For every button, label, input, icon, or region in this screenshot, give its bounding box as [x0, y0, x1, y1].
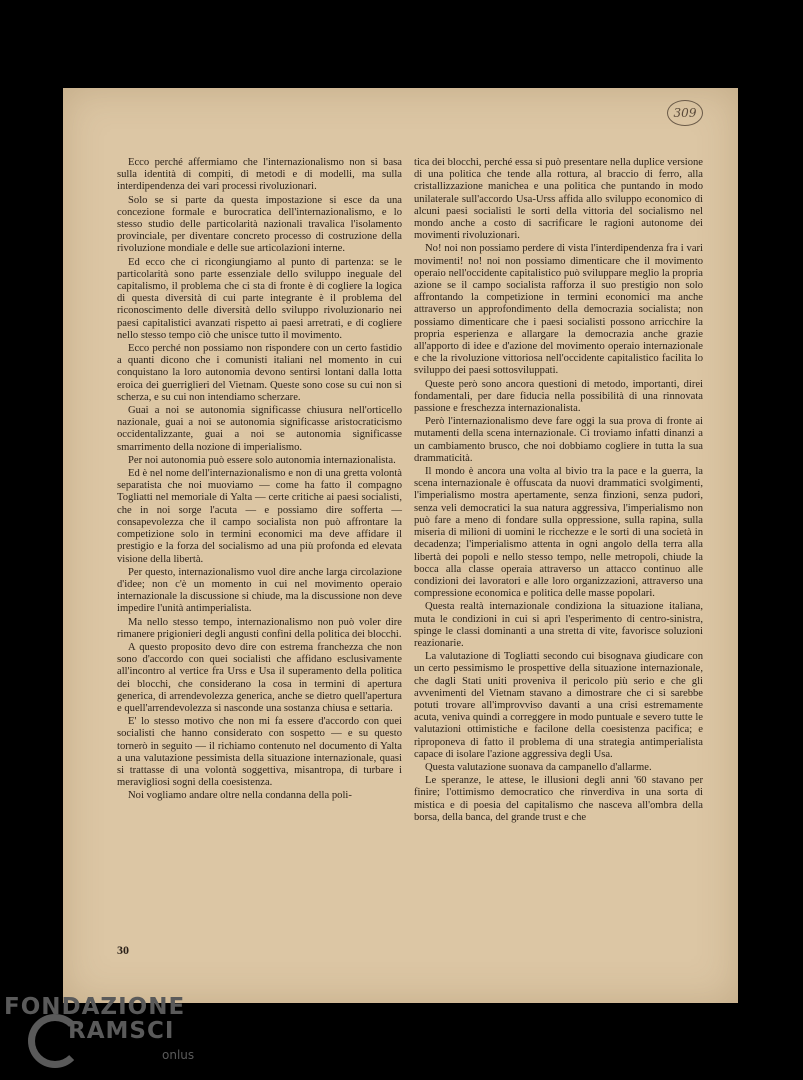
paragraph: Solo se si parte da questa impostazione si esce da una concezione formale e burocratica dell'internazionalismo, e lo stesso studio delle particolarità nazionali travalica l'isolamento provinciale, per diventare concreto processo di costruzione della rivoluzione mondiale e delle sue articolazioni interne.	[117, 194, 402, 255]
paragraph: A questo proposito devo dire con estrema franchezza che non sono d'accordo con quei socialisti che affidano esclusivamente all'incontro al vertice fra Urss e Usa il superamento della politica dei blocchi, che considerano la cosa in termini di apertura generica, di arrendevolezza generica, anche se dietro quell'apertura e quell'arrendevolezza si nasconde una sostanza chiusa e settaria.	[117, 641, 402, 714]
paragraph: Queste però sono ancora questioni di metodo, importanti, direi fondamentali, per dare fiducia nella possibilità di una rinnovata passione e freschezza internazionalista.	[414, 378, 703, 415]
paragraph: Le speranze, le attese, le illusioni degli anni '60 stavano per finire; l'ottimismo democratico che rinverdiva in una sorta di mistica e di poesia del capitalismo che nasceva all'ombra della borsa, della banca, del grande trust e che	[414, 775, 703, 823]
paragraph: La valutazione di Togliatti secondo cui bisognava giudicare con un certo pessimismo le prospettive della situazione internazionale, che dagli Stati uniti proveniva il pericolo più serio e che gli avvenimenti del Vietnam stavano a dimostrare che ci si sarebbe potuti trovare all'improvviso davanti a una crisi estremamente acuta, veniva quindi a correggere in modo puntuale e severo tutte le valutazioni ottimistiche e facilone della coesistenza pacifica; e riproponeva di fatto il problema di una strategia antimperialista capace di isolare l'azione aggressiva degli Usa.	[414, 651, 703, 760]
fondazione-gramsci-logo	[0, 990, 220, 1075]
paragraph: Questa valutazione suonava da campanello d'allarme.	[425, 761, 652, 773]
paragraph: tica dei blocchi, perché essa si può presentare nella duplice versione di una politica che tende alla rottura, al braccio di ferro, alla cristallizzazione manichea e una politica che puntando in modo unilaterale sull'accordo Usa-Urss affida allo sviluppo economico di alcuni paesi socialisti le sorti della vittoria del socialismo nel mondo anche a costo di sacrificare le ragioni autonome dei movimenti rivoluzionari.	[414, 157, 703, 242]
logo-text-fondazione: FONDAZIONE	[4, 994, 186, 1020]
paragraph: Ed è nel nome dell'internazionalismo e non di una gretta volontà separatista che noi muoviamo — come ha fatto il compagno Togliatti nel memoriale di Yalta — certe critiche ai paesi socialisti, che in noi sorge l'acuta — e possiamo dire sofferta — consapevolezza che il campo socialista non può affrontare la competizione solo in termini economici ma deve affidare il prestigio e la forza del socialismo ad una più profonda ed elevata visione della libertà.	[117, 468, 402, 565]
archive-number-stamp: 309	[667, 100, 703, 126]
paragraph: Ed ecco che ci ricongiungiamo al punto di partenza: se le particolarità sono parte essenziale dello sviluppo ineguale del capitalismo, il problema che ci sta di fronte è di cogliere la logica di questa diversità di cui parte integrante è il problema del riconoscimento delle diversità dello sviluppo rivoluzionario nei paesi capitalistici avanzati rispetto ai paesi arretrati, e di cogliere nello stesso tempo ciò che unisce tutto il movimento.	[117, 256, 402, 341]
right-column	[414, 157, 703, 825]
paragraph: Noi vogliamo andare oltre nella condanna della poli-	[128, 790, 352, 802]
paragraph: Il mondo è ancora una volta al bivio tra la pace e la guerra, la scena internazionale è offuscata da nuovi drammatici svolgimenti, l'imperialismo mostra apertamente, senza finzioni, senza pudori, senza veli democratici la sua natura aggressiva, l'imperialismo non può fare a meno di fondare sulla oppressione, sulla rapina, sulla miseria di milioni di uomini le ricchezze e le sorti di una società in decadenza; l'imperialismo attenta in ogni angolo della terra alla libertà dei popoli e nello stesso tempo, nelle metropoli, chiude la bocca alla classe operaia attraverso un attacco continuo alle condizioni dei lavoratori e alle loro organizzazioni, attraverso una compressione economica e politica delle masse popolari.	[414, 466, 703, 600]
left-column	[117, 157, 402, 804]
paragraph: Però l'internazionalismo deve fare oggi la sua prova di fronte ai mutamenti della scena internazionale. Ci troviamo infatti dinanzi a un cambiamento brusco, che noi dobbiamo cogliere in tutta la sua drammaticità.	[414, 416, 703, 464]
paragraph: Ecco perché non possiamo non rispondere con un certo fastidio a quanti dicono che i comunisti italiani nel momento in cui conquistano la loro autonomia devono sentirsi lontani dalla lotta eroica dei guerriglieri del Vietnam. Queste sono cose su cui non si scherza, e su cui non intendiamo scherzare.	[117, 343, 402, 403]
page-number: 30	[117, 943, 129, 957]
paragraph: E' lo stesso motivo che non mi fa essere d'accordo con quei socialisti che hanno considerato con sospetto — e su questo tornerò in seguito — il richiamo contenuto nel documento di Yalta a una valutazione pessimista della situazione internazionale, quasi si trattasse di una volontà soggettiva, misantropa, di turbare i meravigliosi sogni della coesistenza.	[117, 716, 402, 789]
paragraph: Per questo, internazionalismo vuol dire anche larga circolazione d'idee; non c'è un momento in cui nel movimento operaio internazionale la discussione si chiude, ma la discussione non deve impedire l'unità antimperialista.	[117, 566, 402, 615]
document-page	[63, 88, 738, 1003]
logo-text-onlus: onlus	[162, 1048, 195, 1062]
logo-text-gramsci: RAMSCI	[68, 1018, 175, 1044]
paragraph: Ma nello stesso tempo, internazionalismo non può voler dire rimanere prigionieri degli angusti confini della politica dei blocchi.	[117, 616, 402, 640]
paragraph: Per noi autonomia può essere solo autonomia internazionalista.	[128, 454, 396, 466]
paragraph: Ecco perché affermiamo che l'internazionalismo non si basa sulla identità di compiti, di metodi e di modelli, ma sulla interdipendenza dei vari processi rivoluzionari.	[117, 157, 402, 193]
paragraph: Guai a noi se autonomia significasse chiusura nell'orticello nazionale, guai a noi se autonomia significasse aristocraticismo occidentalizzante, guai a noi se autonomia significasse smarrimento della nozione di imperialismo.	[117, 405, 402, 453]
paragraph: Questa realtà internazionale condiziona la situazione italiana, muta le condizioni in cui si aprì l'esperimento di centro-sinistra, spinge le classi dominanti a una stretta di vite, favorisce soluzioni reazionarie.	[414, 601, 703, 649]
paragraph: No! noi non possiamo perdere di vista l'interdipendenza fra i vari movimenti! no! noi non possiamo dimenticare che il movimento operaio nell'occidente capitalistico può sviluppare meglio la propria azione se il campo socialista rafforza il suo prestigio non solo affrontando la competizione in termini economici ma anche attraverso un approfondimento della democrazia socialista; non possiamo dimenticare che i paesi socialisti possono arricchire la propria esperienza e allargare la democrazia anche grazie all'apporto di idee e d'azione del movimento operaio internazionale e che la rivoluzione vittoriosa nell'occidente capitalistico facilita lo sviluppo dei paesi sottosviluppati.	[414, 243, 703, 377]
